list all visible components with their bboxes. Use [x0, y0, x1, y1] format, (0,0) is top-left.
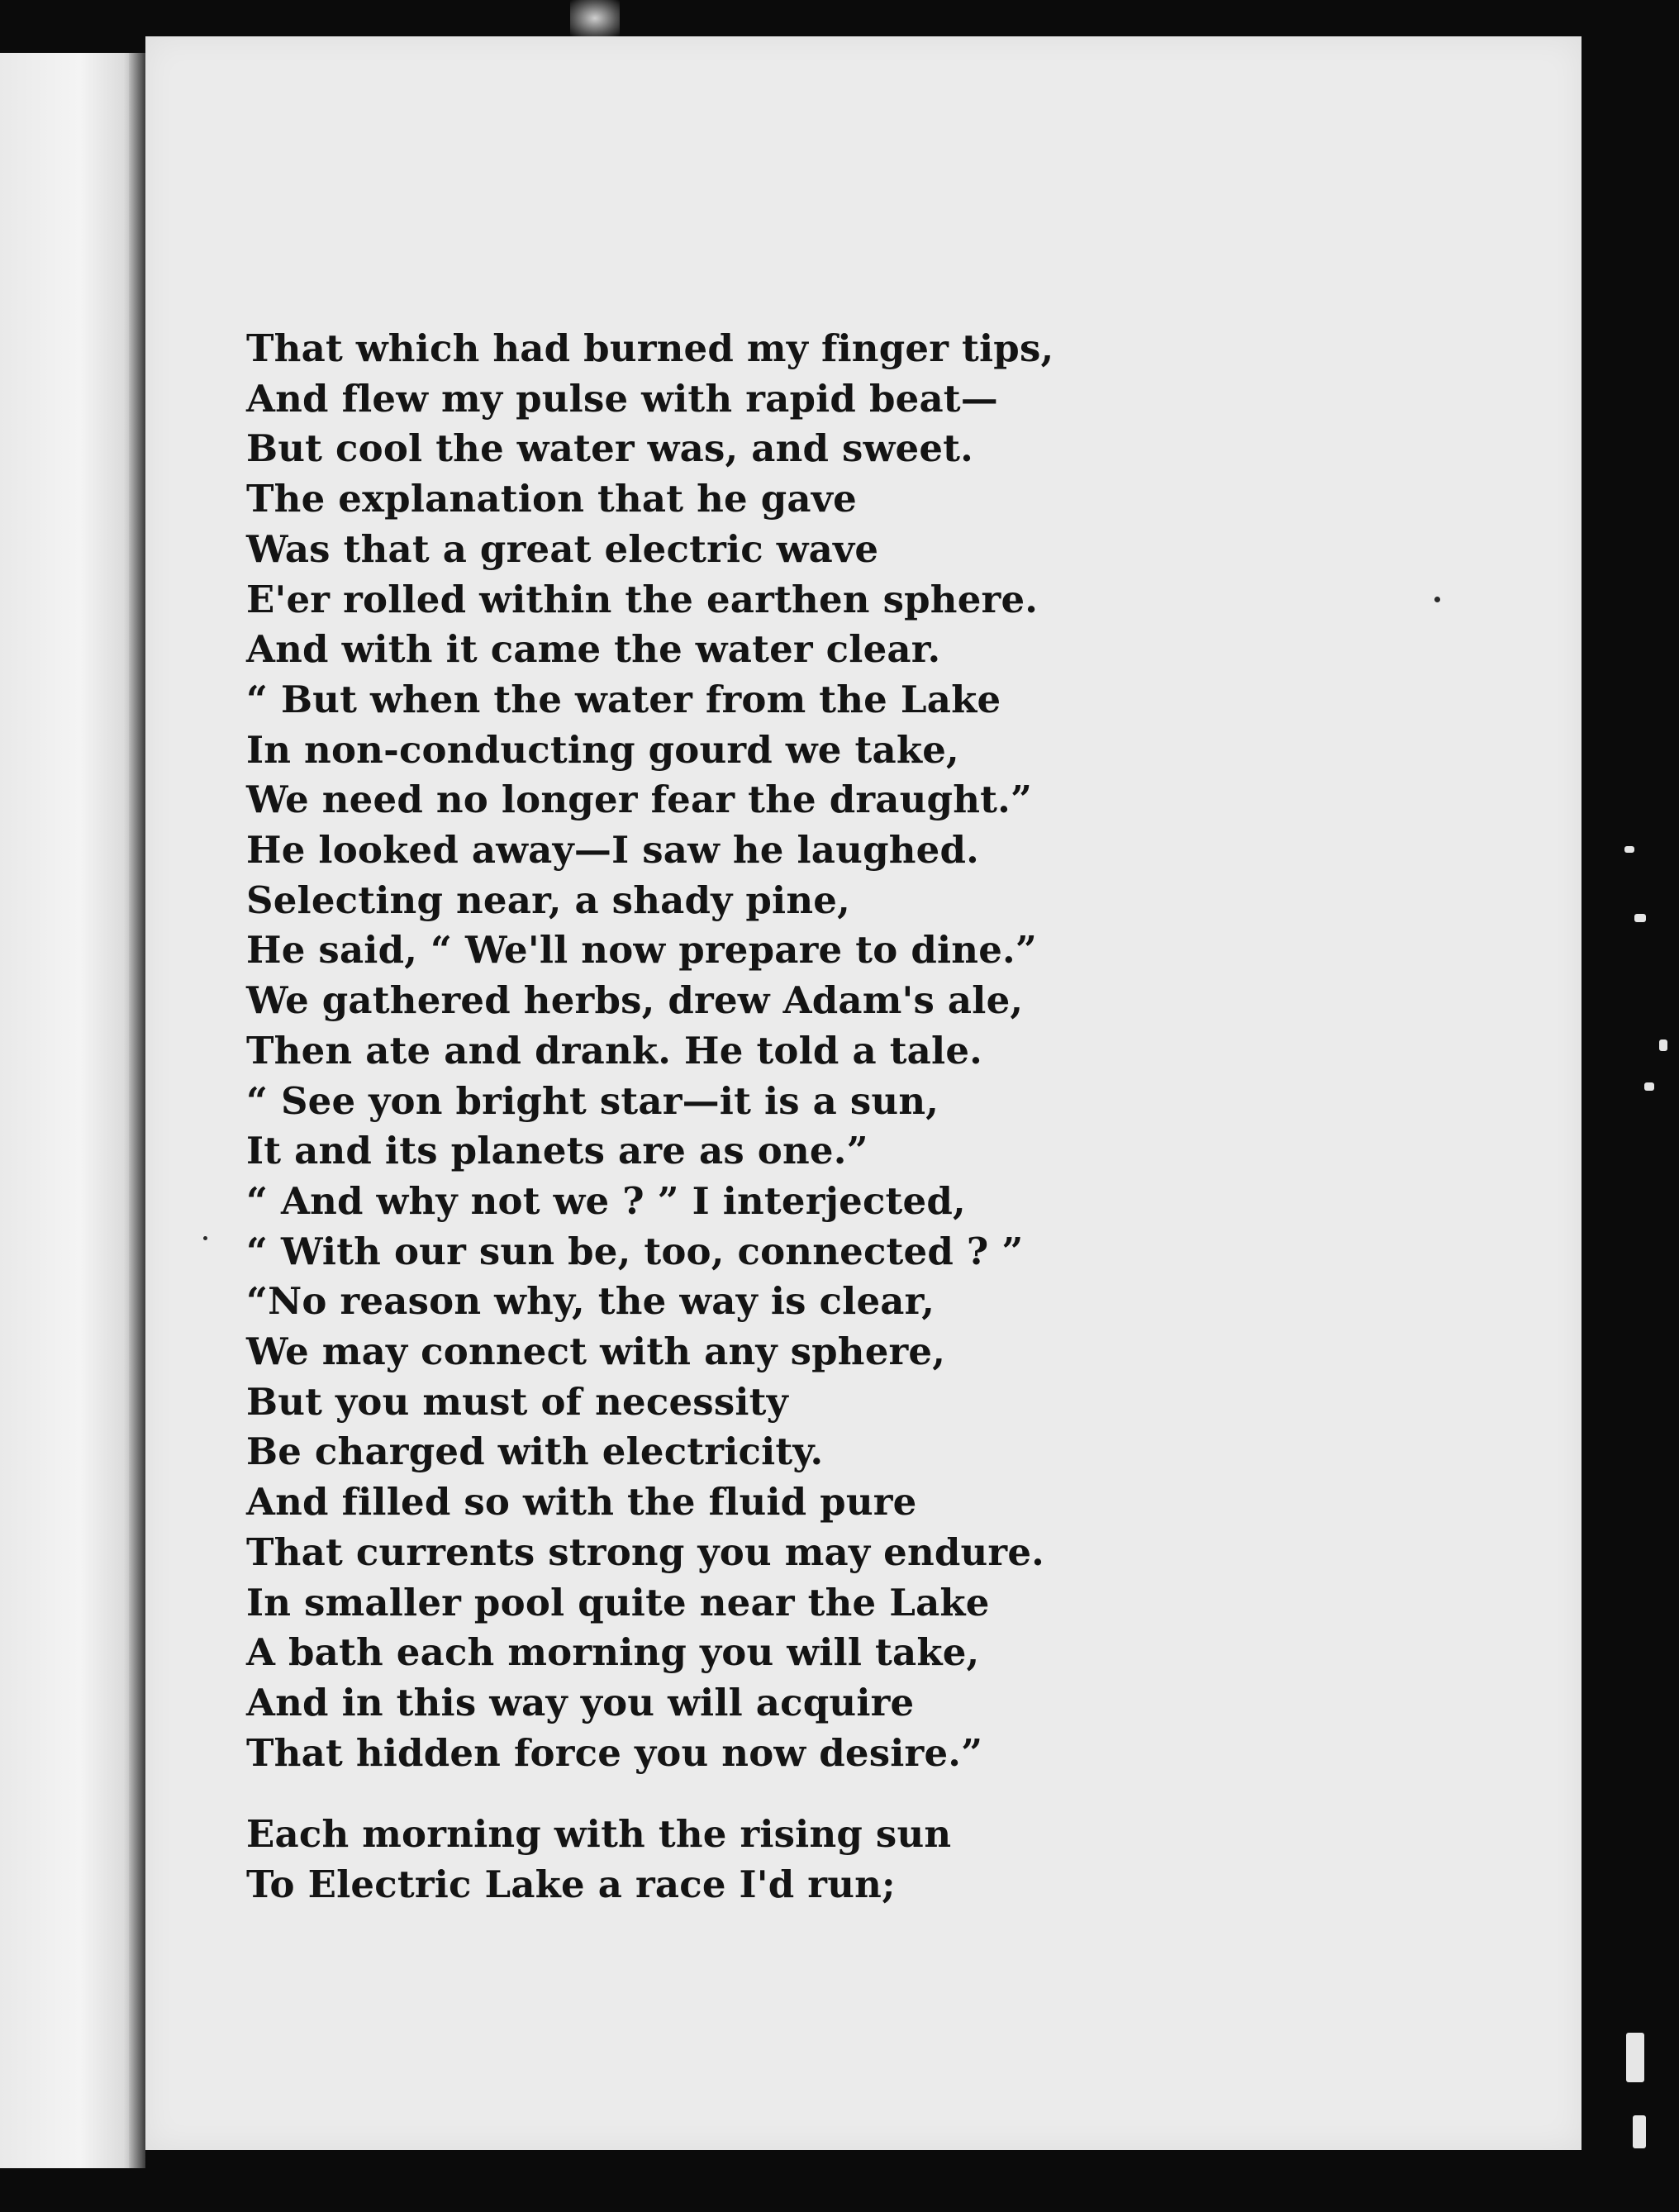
poem-line: He looked away—I saw he laughed. — [246, 828, 980, 873]
poem-line: And with it came the water clear. — [246, 627, 941, 672]
poem-line: And flew my pulse with rapid beat— — [246, 376, 998, 421]
poem-line: We gathered herbs, drew Adam's ale, — [246, 978, 1024, 1023]
poem-line: Selecting near, a shady pine, — [246, 878, 850, 922]
poem-line: That currents strong you may endure. — [246, 1529, 1045, 1574]
poem-line: Was that a great electric wave — [246, 526, 879, 571]
poem-line: We need no longer fear the draught.” — [246, 778, 1033, 822]
poem-line: “No reason why, the way is clear, — [246, 1279, 935, 1324]
poem-text — [246, 324, 1535, 1910]
poem-line: “ See yon bright star—it is a sun, — [246, 1078, 939, 1123]
edge-mark — [1624, 846, 1634, 853]
stanza-1 — [246, 324, 1535, 1778]
edge-mark — [1633, 2115, 1646, 2148]
poem-line: The explanation that he gave — [246, 477, 857, 521]
poem-line: In smaller pool quite near the Lake — [246, 1580, 990, 1625]
poem-line: A bath each morning you will take, — [246, 1630, 980, 1675]
poem-line: Then ate and drank. He told a tale. — [246, 1028, 983, 1073]
edge-mark — [1644, 1082, 1654, 1091]
poem-line: In non-conducting gourd we take, — [246, 727, 959, 772]
edge-mark — [1626, 2033, 1644, 2082]
poem-line: That which had burned my finger tips, — [246, 326, 1054, 370]
poem-line: And filled so with the fluid pure — [246, 1480, 917, 1525]
poem-line: He said, “ We'll now prepare to dine.” — [246, 928, 1037, 973]
page-speck — [203, 1236, 207, 1240]
poem-line: That hidden force you now desire.” — [246, 1730, 983, 1775]
poem-line: We may connect with any sphere, — [246, 1330, 946, 1374]
book-gutter — [129, 53, 145, 2168]
poem-line: It and its planets are as one.” — [246, 1129, 868, 1173]
stanza-gap — [246, 1778, 1535, 1810]
poem-line: But you must of necessity — [246, 1379, 788, 1424]
edge-mark — [1634, 914, 1646, 922]
left-page-edge — [0, 53, 145, 2168]
poem-line: E'er rolled within the earthen sphere. — [246, 577, 1039, 621]
poem-line: And in this way you will acquire — [246, 1680, 915, 1724]
edge-mark — [1659, 1039, 1667, 1051]
poem-line: “ And why not we ? ” I interjected, — [246, 1178, 966, 1223]
poem-line: “ With our sun be, too, connected ? ” — [246, 1229, 1024, 1273]
poem-line: Each morning with the rising sun — [246, 1812, 952, 1857]
poem-line: But cool the water was, and sweet. — [246, 426, 974, 471]
poem-line: To Electric Lake a race I'd run; — [246, 1862, 896, 1907]
stanza-2 — [246, 1810, 1535, 1910]
top-smudge — [570, 0, 620, 36]
poem-line: “ But when the water from the Lake — [246, 677, 1001, 721]
poem-line: Be charged with electricity. — [246, 1429, 824, 1474]
